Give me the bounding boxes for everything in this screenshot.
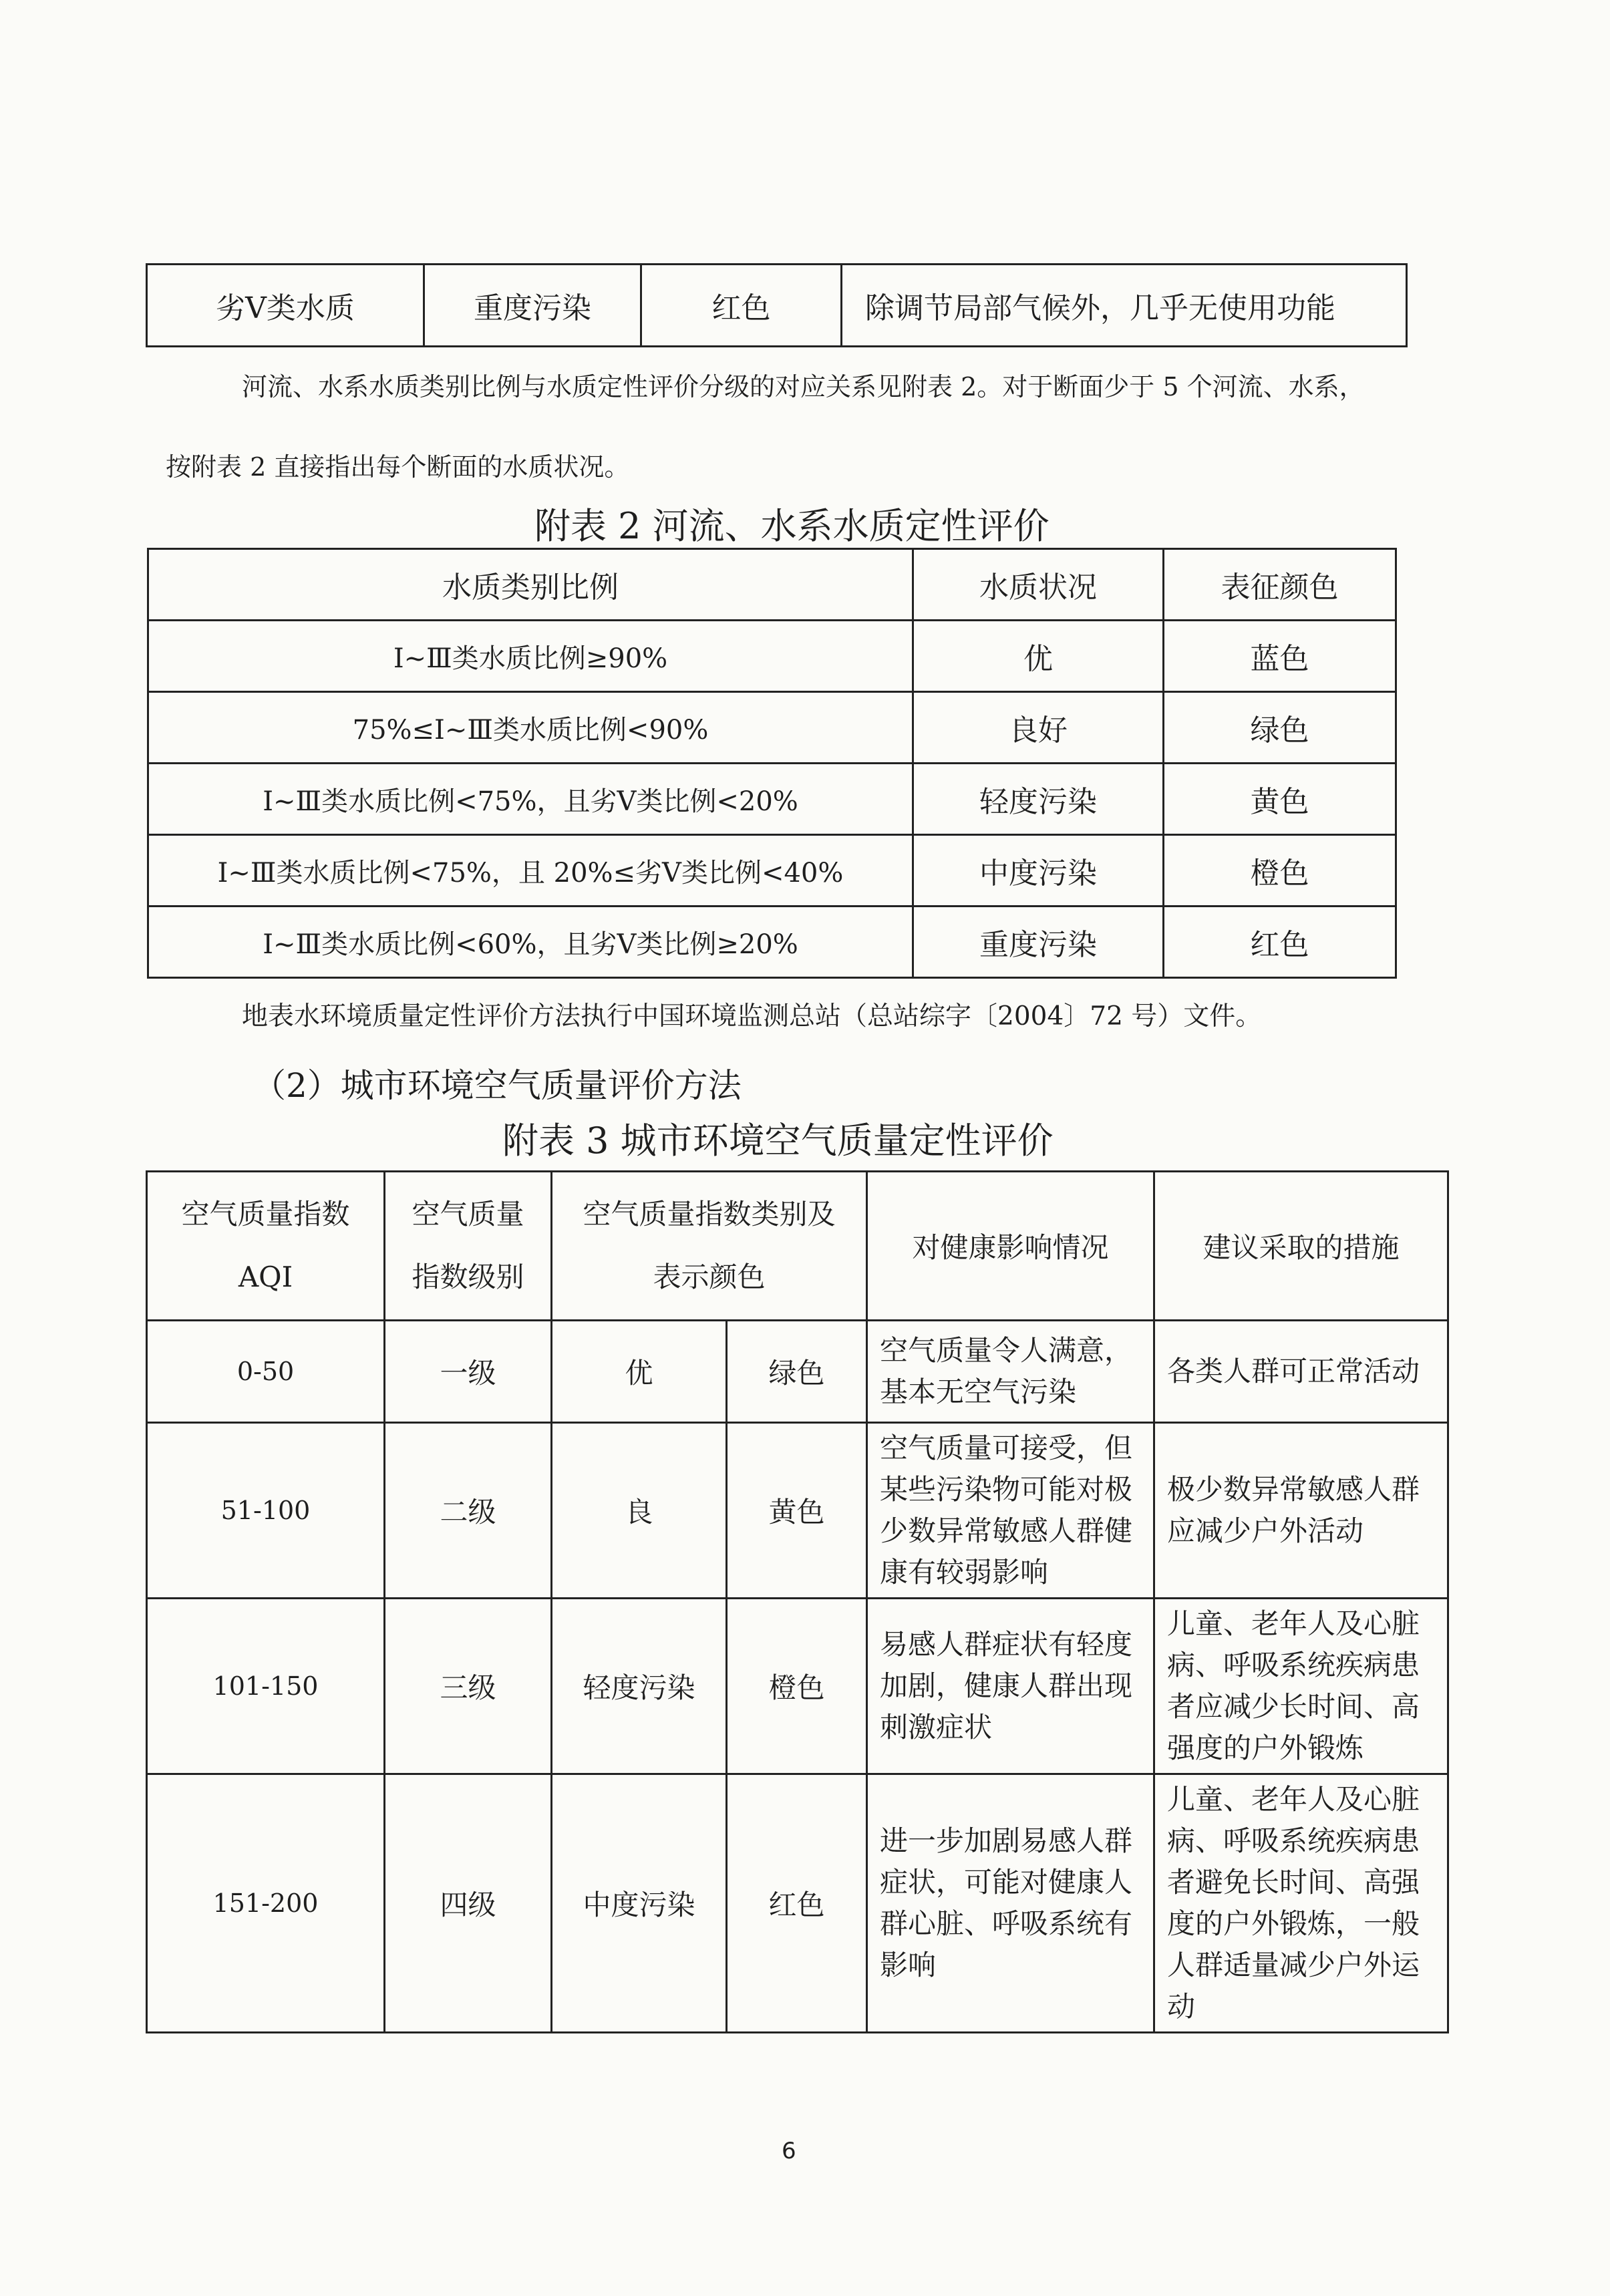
water-quality-grade-table-continued	[146, 263, 1408, 347]
color-cell: 橙色	[1164, 835, 1396, 907]
paragraph-line: 地表水环境质量定性评价方法执行中国环境监测总站（总站综字〔2004〕72 号）文件。	[242, 1001, 1262, 1031]
health-cell: 进一步加剧易感人群症状，可能对健康人群心脏、呼吸系统有影响	[867, 1774, 1154, 2033]
column-header: 表征颜色	[1164, 549, 1396, 621]
measures-cell: 儿童、老年人及心脏病、呼吸系统疾病患者应减少长时间、高强度的户外锻炼	[1154, 1599, 1448, 1774]
ratio-cell: 75%≤Ⅰ~Ⅲ类水质比例<90%	[148, 692, 913, 764]
paragraph-line: 按附表 2 直接指出每个断面的水质状况。	[166, 452, 630, 482]
level-cell: 四级	[385, 1774, 552, 2033]
color-cell: 绿色	[727, 1321, 867, 1423]
category-cell: 轻度污染	[552, 1599, 727, 1774]
color-cell: 红色	[1164, 907, 1396, 978]
color-cell: 红色	[727, 1774, 867, 2033]
table-row	[148, 764, 1396, 835]
level-cell: 一级	[385, 1321, 552, 1423]
function-cell: 除调节局部气候外，几乎无使用功能	[842, 265, 1407, 347]
table-header-row	[148, 549, 1396, 621]
measures-cell: 各类人群可正常活动	[1154, 1321, 1448, 1423]
table-row	[148, 692, 1396, 764]
header-line: 表示颜色	[653, 1261, 766, 1293]
status-cell: 轻度污染	[913, 764, 1164, 835]
header-line: 空气质量指数	[181, 1198, 350, 1231]
color-cell: 黄色	[727, 1423, 867, 1599]
color-cell: 红色	[641, 265, 842, 347]
pollution-level-cell: 重度污染	[424, 265, 641, 347]
column-header: 水质状况	[913, 549, 1164, 621]
paragraph-line: 河流、水系水质类别比例与水质定性评价分级的对应关系见附表 2。对于断面少于 5 个河流、水系，	[242, 372, 1365, 401]
water-class-cell: 劣Ⅴ类水质	[147, 265, 424, 347]
aqi-range-cell: 101-150	[147, 1599, 385, 1774]
health-cell: 空气质量可接受，但某些污染物可能对极少数异常敏感人群健康有较弱影响	[867, 1423, 1154, 1599]
column-header-health: 对健康影响情况	[867, 1172, 1154, 1321]
status-cell: 重度污染	[913, 907, 1164, 978]
aqi-range-cell: 0-50	[147, 1321, 385, 1423]
measures-cell: 极少数异常敏感人群应减少户外活动	[1154, 1423, 1448, 1599]
header-line: 空气质量	[412, 1198, 524, 1231]
level-cell: 三级	[385, 1599, 552, 1774]
table-row	[147, 1321, 1448, 1423]
page-number: 6	[782, 2138, 796, 2164]
category-cell: 良	[552, 1423, 727, 1599]
category-cell: 优	[552, 1321, 727, 1423]
table3-title: 附表 3 城市环境空气质量定性评价	[502, 1120, 1054, 1162]
table-row	[147, 1599, 1448, 1774]
table-row	[147, 1423, 1448, 1599]
ratio-cell: Ⅰ~Ⅲ类水质比例<60%，且劣Ⅴ类比例≥20%	[148, 907, 913, 978]
level-cell: 二级	[385, 1423, 552, 1599]
color-cell: 蓝色	[1164, 621, 1396, 692]
column-header-measures: 建议采取的措施	[1154, 1172, 1448, 1321]
table-row	[147, 1774, 1448, 2033]
measures-cell: 儿童、老年人及心脏病、呼吸系统疾病患者避免长时间、高强度的户外锻炼，一般人群适量减少户外运动	[1154, 1774, 1448, 2033]
section-heading: （2）城市环境空气质量评价方法	[253, 1066, 742, 1105]
health-cell: 易感人群症状有轻度加剧，健康人群出现刺激症状	[867, 1599, 1154, 1774]
color-cell: 橙色	[727, 1599, 867, 1774]
ratio-cell: Ⅰ~Ⅲ类水质比例<75%，且劣Ⅴ类比例<20%	[148, 764, 913, 835]
table-header-row	[147, 1172, 1448, 1321]
table-row	[148, 621, 1396, 692]
header-line: 指数级别	[412, 1261, 524, 1293]
column-header: 水质类别比例	[148, 549, 913, 621]
column-header-level	[385, 1172, 552, 1321]
health-cell: 空气质量令人满意，基本无空气污染	[867, 1321, 1154, 1423]
air-quality-table	[146, 1170, 1449, 2033]
category-cell: 中度污染	[552, 1774, 727, 2033]
header-line: 空气质量指数类别及	[583, 1198, 836, 1231]
ratio-cell: Ⅰ~Ⅲ类水质比例≥90%	[148, 621, 913, 692]
status-cell: 中度污染	[913, 835, 1164, 907]
column-header-category	[552, 1172, 867, 1321]
aqi-range-cell: 151-200	[147, 1774, 385, 2033]
aqi-range-cell: 51-100	[147, 1423, 385, 1599]
header-line: AQI	[238, 1261, 293, 1293]
table-row	[148, 835, 1396, 907]
ratio-cell: Ⅰ~Ⅲ类水质比例<75%，且 20%≤劣Ⅴ类比例<40%	[148, 835, 913, 907]
table-row	[147, 265, 1407, 347]
table2-title: 附表 2 河流、水系水质定性评价	[534, 505, 1050, 547]
column-header-aqi	[147, 1172, 385, 1321]
status-cell: 优	[913, 621, 1164, 692]
color-cell: 黄色	[1164, 764, 1396, 835]
status-cell: 良好	[913, 692, 1164, 764]
river-water-quality-table	[147, 548, 1397, 979]
color-cell: 绿色	[1164, 692, 1396, 764]
table-row	[148, 907, 1396, 978]
